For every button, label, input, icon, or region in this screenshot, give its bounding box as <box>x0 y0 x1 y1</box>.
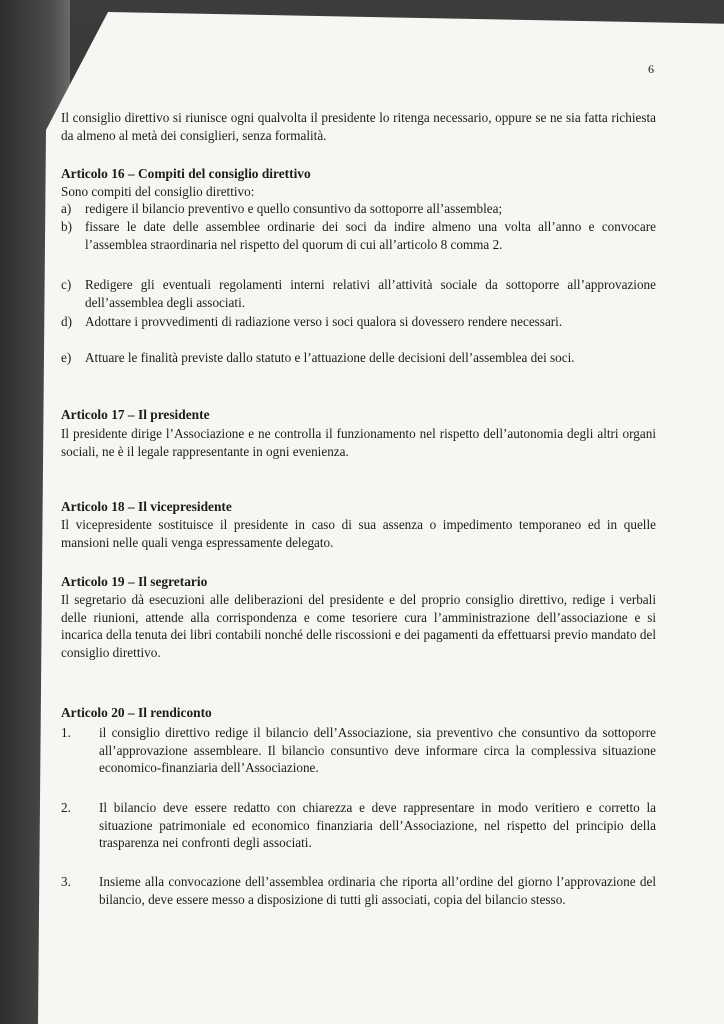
list-marker: d) <box>61 314 72 329</box>
article-17-text: Il presidente dirige l’Associazione e ne controlla il funzionamento nel rispetto dell’autonomia degli altri organi sociali, ne è il legale rappresentante in ogni evenienza. <box>61 426 656 459</box>
article-16-lead: Sono compiti del consiglio direttivo: <box>61 184 255 199</box>
list-marker: e) <box>61 350 72 365</box>
article-18-text: Il vicepresidente sostituisce il presidente in caso di sua assenza o impedimento temporaneo ed in quelle mansioni nelle quali venga espressamente delegato. <box>61 517 656 550</box>
list-marker: 3. <box>61 874 71 889</box>
list-item-text: Attuare le finalità previste dallo statuto e l’attuazione delle decisioni dell’assemblea dei soci. <box>85 350 575 365</box>
list-item-text: fissare le date delle assemblee ordinarie dei soci da indire almeno una volta all’anno e convocare l’assemblea straordinaria nel rispetto del quorum di cui all’articolo 8 comma 2. <box>85 219 656 252</box>
intro-paragraph: Il consiglio direttivo si riunisce ogni qualvolta il presidente lo ritenga necessario, oppure se ne sia fatta richiesta da almeno al metà dei consiglieri, senza formalità. <box>61 110 656 143</box>
list-marker: b) <box>61 219 72 234</box>
article-16-heading: Articolo 16 – Compiti del consiglio direttivo <box>61 166 311 181</box>
list-item-text: redigere il bilancio preventivo e quello consuntivo da sottoporre all’assemblea; <box>85 201 503 216</box>
list-marker: a) <box>61 201 72 216</box>
list-item-text: Il bilancio deve essere redatto con chiarezza e deve rappresentare in modo veritiero e corretto la situazione patrimoniale ed economico finanziaria dell’Associazione, nel rispetto del principio della trasparenza nei confronti degli associati. <box>99 800 656 850</box>
article-19-heading: Articolo 19 – Il segretario <box>61 574 208 589</box>
list-marker: c) <box>61 277 72 292</box>
list-item-text: Adottare i provvedimenti di radiazione verso i soci qualora si dovessero rendere necessari. <box>85 314 563 329</box>
article-17-heading: Articolo 17 – Il presidente <box>61 407 210 422</box>
list-marker: 1. <box>61 725 71 740</box>
list-item-text: Insieme alla convocazione dell’assemblea ordinaria che riporta all’ordine del giorno l’approvazione del bilancio, deve essere messo a disposizione di tutti gli associati, copia del bilancio stesso. <box>99 874 656 907</box>
article-19-text: Il segretario dà esecuzioni alle deliberazioni del presidente e del proprio consiglio direttivo, redige i verbali delle riunioni, attende alla corrispondenza e come tesoriere cura l’amministrazione dell’associazione e si incarica della tenuta dei libri contabili nonché delle riscossioni e dei pagamenti da effettuarsi previo mandato del consiglio direttivo. <box>61 592 656 660</box>
article-18-heading: Articolo 18 – Il vicepresidente <box>61 499 232 514</box>
page-number: 6 <box>648 62 654 76</box>
list-item-text: il consiglio direttivo redige il bilancio dell’Associazione, sia preventivo che consuntivo da sottoporre all’approvazione assembleare. Il bilancio consuntivo deve informare circa la complessiva situazione economico-finanziaria dell’Associazione. <box>99 725 656 775</box>
list-item-text: Redigere gli eventuali regolamenti interni relativi all’attività sociale da sottoporre all’approvazione dell’assemblea degli associati. <box>85 277 656 310</box>
list-marker: 2. <box>61 800 71 815</box>
article-20-heading: Articolo 20 – Il rendiconto <box>61 705 212 720</box>
